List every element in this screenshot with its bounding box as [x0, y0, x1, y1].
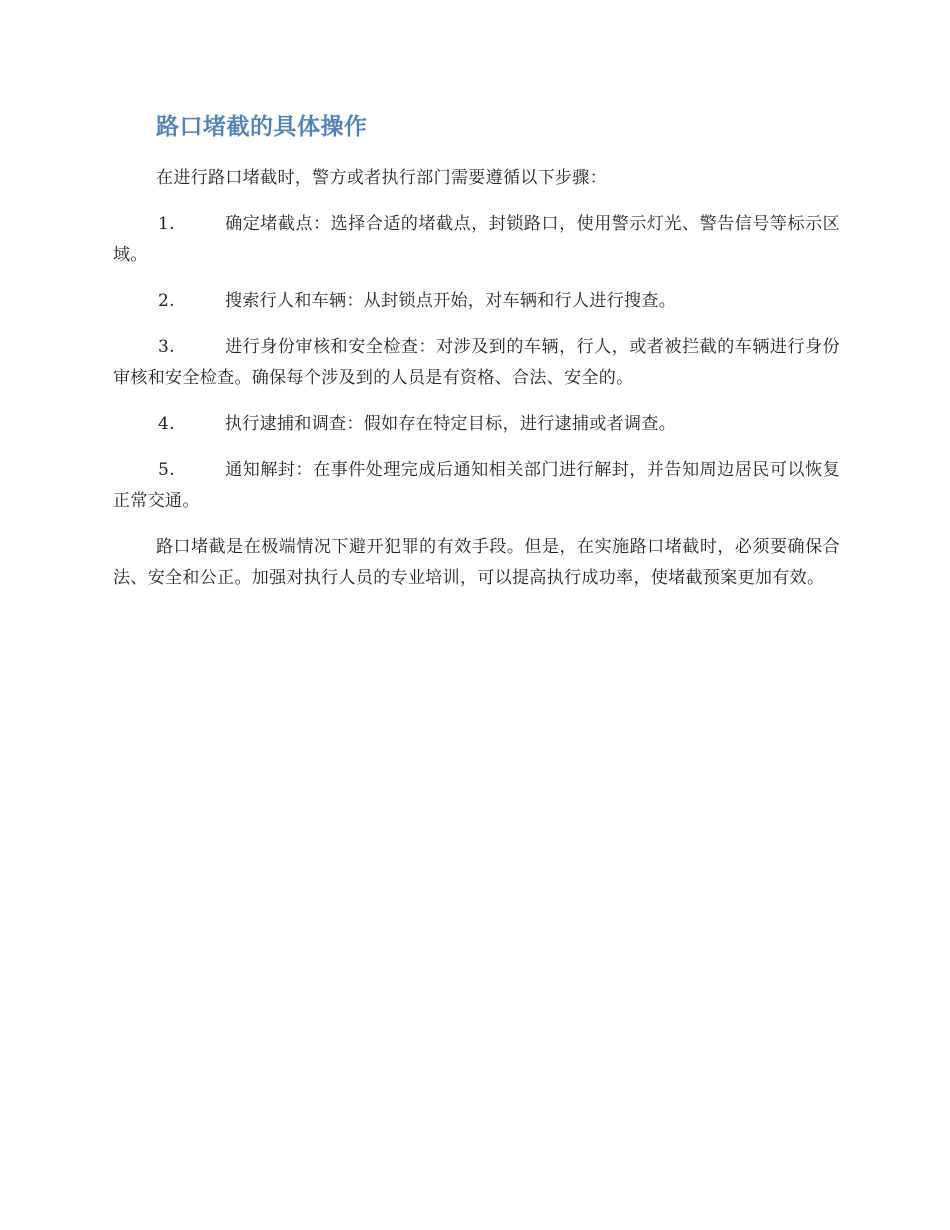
- list-item: [113, 332, 840, 394]
- list-item-number: 5.: [158, 460, 175, 480]
- list-item-number: 3.: [158, 337, 175, 357]
- closing-paragraph: 路口堵截是在极端情况下避开犯罪的有效手段。但是，在实施路口堵截时，必须要确保合法、安全和公正。加强对执行人员的专业培训，可以提高执行成功率，使堵截预案更加有效。: [113, 537, 840, 588]
- list-item-number: 2.: [158, 291, 175, 311]
- list-item-text: 进行身份审核和安全检查：对涉及到的车辆，行人，或者被拦截的车辆进行身份审核和安全检查。确保每个涉及到的人员是有资格、合法、安全的。: [113, 337, 840, 388]
- intro-paragraph: 在进行路口堵截时，警方或者执行部门需要遵循以下步骤：: [156, 168, 608, 188]
- list-item: [113, 209, 840, 271]
- document-page: [113, 108, 840, 594]
- list-item-text: 确定堵截点：选择合适的堵截点，封锁路口，使用警示灯光、警告信号等标示区域。: [113, 214, 840, 265]
- list-item-text: 搜索行人和车辆：从封锁点开始，对车辆和行人进行搜查。: [225, 291, 677, 311]
- list-item-text: 通知解封：在事件处理完成后通知相关部门进行解封，并告知周边居民可以恢复正常交通。: [113, 460, 840, 511]
- list-item: [113, 455, 840, 517]
- list-item: [113, 409, 840, 440]
- list-item-text: 执行逮捕和调查：假如存在特定目标，进行逮捕或者调查。: [225, 414, 677, 434]
- list-item: [113, 286, 840, 317]
- list-item-number: 4.: [158, 414, 175, 434]
- list-item-number: 1.: [158, 214, 175, 234]
- document-title: 路口堵截的具体操作: [156, 114, 368, 140]
